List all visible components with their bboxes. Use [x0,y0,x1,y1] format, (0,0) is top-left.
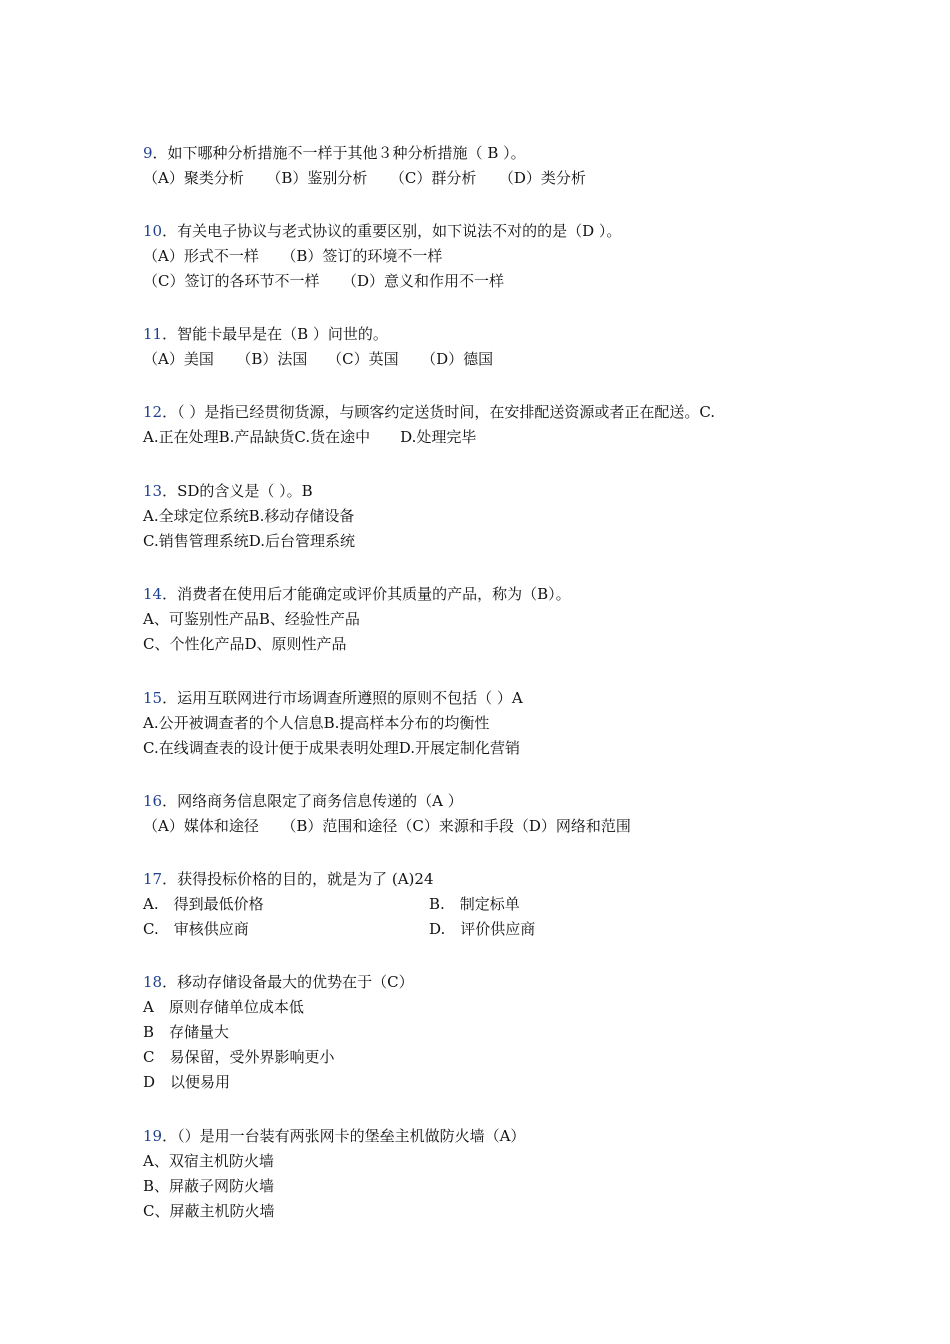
option-line: A.公开被调查者的个人信息B.提高样本分布的均衡性 [143,714,490,732]
question-number: 11 [143,325,163,343]
option-c: C. 审核供应商 [143,920,249,938]
question-number: 13 [143,482,163,500]
option-line: A 原则存储单位成本低 [143,998,304,1016]
option-line: C、屏蔽主机防火墙 [143,1202,275,1220]
option-line: A.全球定位系统B.移动存储设备 [143,507,355,525]
option-line: C 易保留，受外界影响更小 [143,1048,335,1066]
question-text: ．移动存储设备最大的优势在于（C） [162,973,414,991]
question-number: 12 [143,403,163,421]
question-stem [143,1124,843,1149]
option-line: C.在线调查表的设计便于成果表明处理D.开展定制化营销 [143,739,520,757]
question-stem [143,582,843,607]
option-line: （A）聚类分析 （B）鉴别分析 （C）群分析 （D）类分析 [143,169,586,187]
question-stem [143,322,843,347]
option-row [143,892,843,917]
option-line: C.销售管理系统D.后台管理系统 [143,532,355,550]
question-text: ．网络商务信息限定了商务信息传递的（A ） [162,792,463,810]
question-number: 10 [143,222,163,240]
option-a: A. 得到最低价格 [143,895,264,913]
question-text: ．（ ）是指已经贯彻货源，与顾客约定送货时间，在安排配送资源或者正在配送。C. [162,403,716,421]
question-19 [143,1124,843,1224]
question-stem [143,867,843,892]
question-text: ．消费者在使用后才能确定或评价其质量的产品，称为（B）。 [162,585,571,603]
question-number: 19 [143,1127,163,1145]
question-stem [143,219,843,244]
question-text: ．智能卡最早是在（B ）问世的。 [162,325,388,343]
option-row [143,917,843,942]
question-number: 15 [143,689,163,707]
question-15 [143,686,843,761]
option-line: D 以便易用 [143,1073,231,1091]
question-number: 16 [143,792,163,810]
question-stem [143,141,843,166]
option-d: D. 评价供应商 [429,920,536,938]
question-stem [143,479,843,504]
option-line: （A）媒体和途径 （B）范围和途径（C）来源和手段（D）网络和范围 [143,817,631,835]
question-10 [143,219,843,294]
question-number: 14 [143,585,163,603]
question-number: 17 [143,870,163,888]
question-text: ．运用互联网进行市场调查所遵照的原则不包括（ ）A [162,689,523,707]
option-line: （C）签订的各环节不一样 （D）意义和作用不一样 [143,272,505,290]
question-14 [143,582,843,657]
option-line: A.正在处理B.产品缺货C.货在途中 D.处理完毕 [143,428,477,446]
option-line: A、可鉴别性产品B、经验性产品 [143,610,360,628]
option-line: C、个性化产品D、原则性产品 [143,635,347,653]
question-16 [143,789,843,839]
question-stem [143,686,843,711]
question-stem [143,400,843,425]
question-17 [143,867,843,942]
question-text: ．获得投标价格的目的，就是为了 (A)24 [162,870,434,888]
question-number: 18 [143,973,163,991]
question-text: ．SD的含义是（ ）。B [162,482,313,500]
option-b: B. 制定标单 [429,895,520,913]
option-line: A、双宿主机防火墙 [143,1152,274,1170]
question-9 [143,141,843,191]
question-11 [143,322,843,372]
question-13 [143,479,843,554]
option-line: （A）形式不一样 （B）签订的环境不一样 [143,247,443,265]
question-text: ．有关电子协议与老式协议的重要区别，如下说法不对的的是（D ）。 [162,222,622,240]
option-line: B 存储量大 [143,1023,230,1041]
option-line: B、屏蔽子网防火墙 [143,1177,275,1195]
question-18 [143,970,843,1095]
question-stem [143,970,843,995]
option-line: （A）美国 （B）法国 （C）英国 （D）德国 [143,350,494,368]
question-12 [143,400,843,450]
question-stem [143,789,843,814]
question-text: ．如下哪种分析措施不一样于其他３种分析措施（ B ）。 [152,144,526,162]
question-text: ．（）是用一台装有两张网卡的堡垒主机做防火墙（A） [162,1127,526,1145]
question-number: 9 [143,144,153,162]
